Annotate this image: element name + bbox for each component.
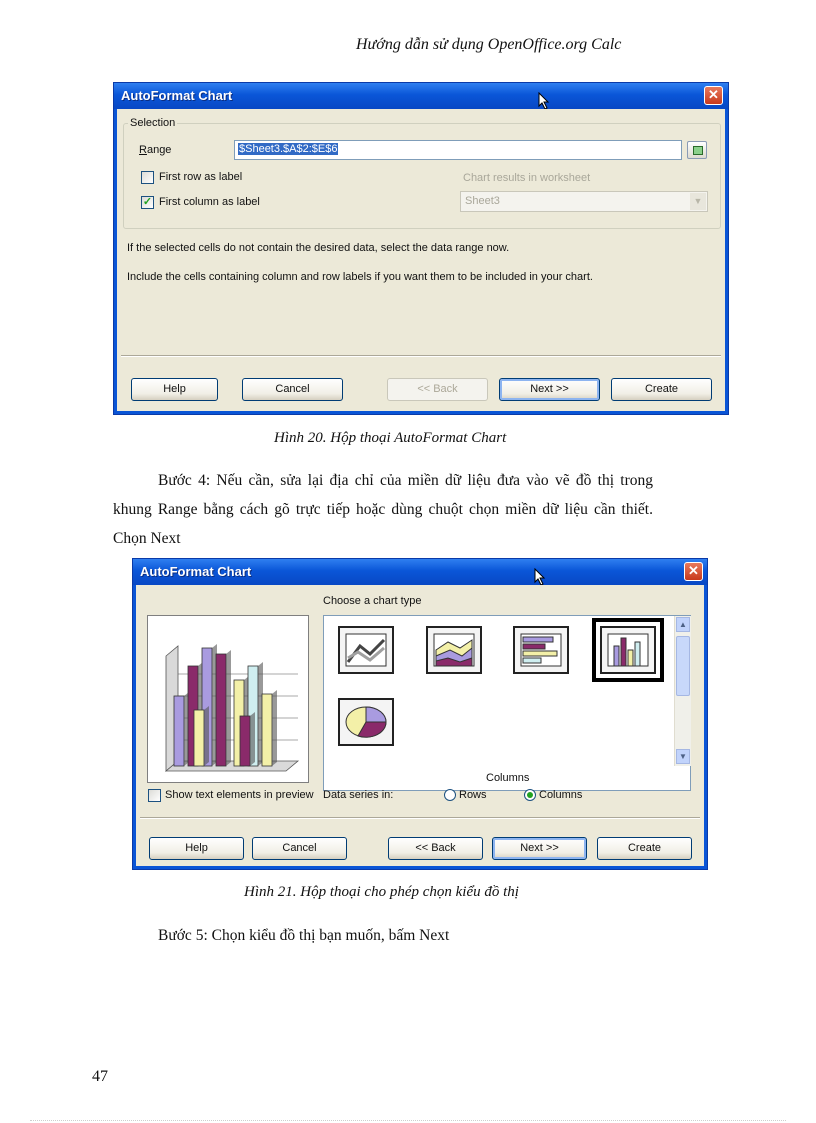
- help-button[interactable]: Help: [149, 837, 244, 860]
- first-column-label[interactable]: First column as label: [159, 196, 260, 208]
- first-row-checkbox[interactable]: [141, 171, 154, 184]
- button-divider: [121, 355, 721, 357]
- show-text-elements-checkbox[interactable]: [148, 789, 161, 802]
- next-button[interactable]: Next >>: [492, 837, 587, 860]
- rows-radio[interactable]: [444, 789, 456, 801]
- autoformat-dialog-range: [113, 82, 729, 415]
- preview-bars: [174, 644, 277, 766]
- close-button[interactable]: [704, 86, 723, 105]
- figure-20-caption: Hình 20. Hộp thoại AutoFormat Chart: [274, 430, 507, 446]
- checkmark-icon: ✓: [142, 196, 153, 208]
- range-label: [139, 144, 171, 156]
- chart-type-bars[interactable]: [513, 626, 569, 674]
- columns-label[interactable]: Columns: [539, 789, 583, 801]
- dialog-body: [136, 585, 704, 866]
- step-5-paragraph: Bước 5: Chọn kiểu đồ thị bạn muốn, bấm Next: [158, 927, 450, 944]
- back-button[interactable]: << Back: [388, 837, 483, 860]
- create-button[interactable]: Create: [611, 378, 712, 401]
- preview-bar: [240, 716, 250, 766]
- preview-bar-side: [250, 712, 255, 766]
- page-header: Hướng dẫn sử dụng OpenOffice.org Calc: [356, 36, 622, 53]
- selection-group-label: Selection: [130, 117, 176, 129]
- chart-type-pie[interactable]: [338, 698, 394, 746]
- close-icon: ✕: [708, 87, 719, 102]
- button-divider: [140, 817, 700, 819]
- hint-text-1: If the selected cells do not contain the desired data, select the data range now.: [127, 242, 510, 254]
- scroll-up-button[interactable]: [676, 617, 690, 632]
- choose-chart-type-label: Choose a chart type: [323, 595, 422, 607]
- range-value: $Sheet3.$A$2:$E$6: [239, 143, 338, 155]
- bottom-rule: [30, 1120, 786, 1121]
- mouse-cursor-icon: [534, 568, 546, 586]
- first-column-checkbox[interactable]: [141, 196, 154, 209]
- data-series-label: Data series in:: [323, 789, 394, 801]
- bars-chart-icon: [515, 628, 567, 672]
- preview-bar: [216, 654, 226, 766]
- shrink-range-button[interactable]: [687, 141, 707, 159]
- back-button[interactable]: << Back: [387, 378, 488, 401]
- cancel-button[interactable]: Cancel: [242, 378, 343, 401]
- dialog-titlebar[interactable]: [133, 559, 707, 585]
- chevron-up-icon: ▲: [679, 620, 687, 629]
- first-row-label[interactable]: First row as label: [159, 171, 243, 183]
- dialog-titlebar[interactable]: [114, 83, 728, 109]
- preview-bar-side: [204, 706, 209, 766]
- autoformat-dialog-chart-type: [132, 558, 708, 870]
- rows-label[interactable]: Rows: [459, 789, 487, 801]
- chart-type-lines[interactable]: [338, 626, 394, 674]
- preview-bar: [194, 710, 204, 766]
- preview-bar-side: [226, 650, 231, 766]
- columns-chart-icon: [602, 628, 654, 672]
- hint-text-2: Include the cells containing column and row labels if you want them to be included in your chart.: [127, 271, 593, 283]
- lines-chart-icon: [340, 628, 392, 672]
- create-button[interactable]: Create: [597, 837, 692, 860]
- preview-bar: [262, 694, 272, 766]
- chart-type-scrollbar[interactable]: [674, 616, 691, 766]
- preview-bar-side: [272, 690, 277, 766]
- range-label-text: ange: [146, 144, 172, 156]
- close-icon: ✕: [688, 563, 699, 578]
- selected-chart-type-caption: Columns: [486, 772, 530, 784]
- chart-type-list[interactable]: [323, 615, 691, 791]
- scroll-thumb[interactable]: [676, 636, 690, 696]
- scroll-down-button[interactable]: [676, 749, 690, 764]
- next-button[interactable]: Next >>: [499, 378, 600, 401]
- column-chart-preview-graphic: [148, 616, 308, 782]
- worksheet-value: Sheet3: [465, 195, 500, 207]
- chart-results-label: Chart results in worksheet: [463, 172, 591, 184]
- columns-radio[interactable]: [524, 789, 536, 801]
- range-label-mnemonic: R: [139, 144, 147, 156]
- cancel-button[interactable]: Cancel: [252, 837, 347, 860]
- range-input[interactable]: [234, 140, 682, 160]
- worksheet-select[interactable]: [460, 191, 708, 212]
- chevron-down-icon: ▼: [690, 193, 706, 210]
- page-number: 47: [92, 1068, 108, 1085]
- chart-type-areas[interactable]: [426, 626, 482, 674]
- show-text-elements-label[interactable]: Show text elements in preview: [165, 789, 314, 801]
- dialog-title: AutoFormat Chart: [140, 564, 252, 579]
- figure-21-caption: Hình 21. Hộp thoại cho phép chọn kiểu đồ thị: [244, 884, 519, 900]
- preview-bar: [174, 696, 184, 766]
- dialog-title: AutoFormat Chart: [121, 88, 233, 103]
- dialog-body: [117, 109, 725, 411]
- close-button[interactable]: [684, 562, 703, 581]
- pie-chart-icon: [340, 700, 392, 744]
- chart-preview: [147, 615, 309, 783]
- mouse-cursor-icon: [538, 92, 550, 110]
- chevron-down-icon: ▼: [679, 752, 687, 761]
- help-button[interactable]: Help: [131, 378, 218, 401]
- chart-type-columns[interactable]: [600, 626, 656, 674]
- areas-chart-icon: [428, 628, 480, 672]
- step-4-paragraph: Bước 4: Nếu cần, sửa lại địa chỉ của miền dữ liệu đưa vào vẽ đồ thị trong khung Range bằng cách gõ trực tiếp hoặc dùng chuột chọn miền dữ liệu cần thiết. Chọn Next: [113, 472, 653, 547]
